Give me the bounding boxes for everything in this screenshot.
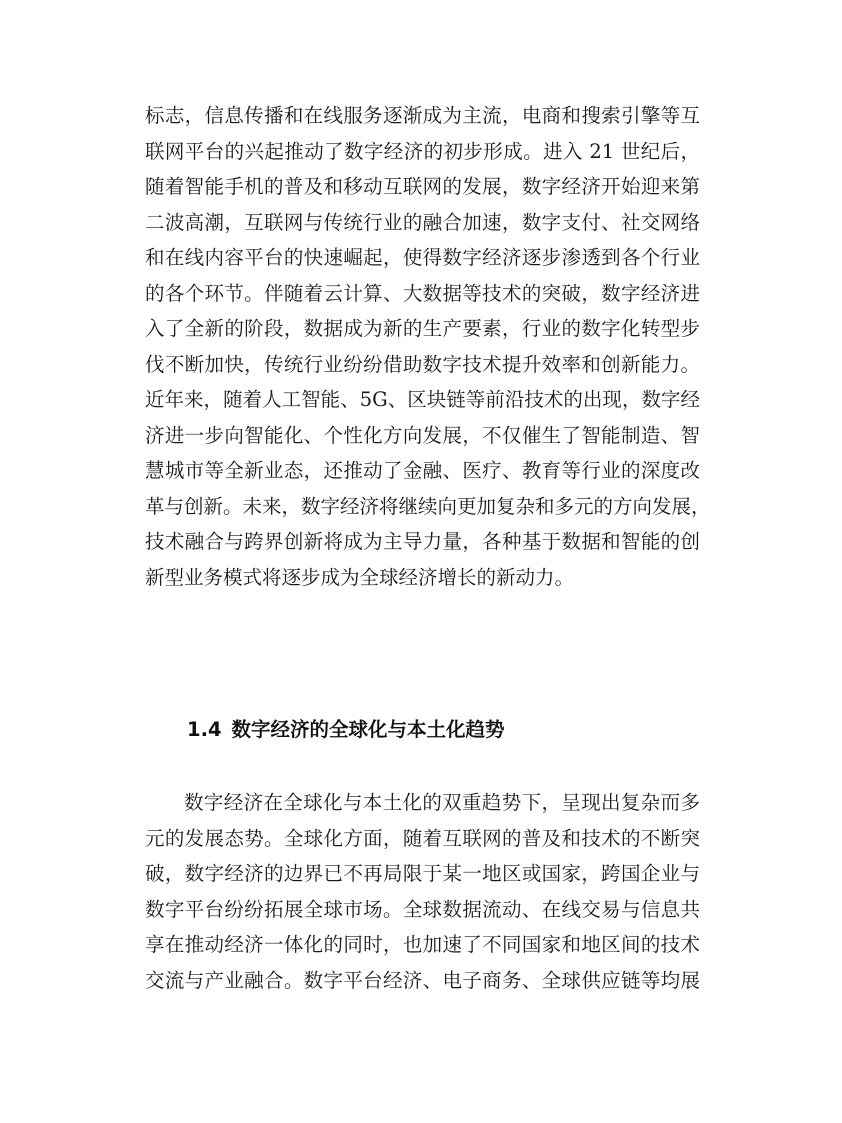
paragraph-line: 随着智能手机的普及和移动互联网的发展，数字经济开始迎来第	[145, 175, 700, 198]
paragraph-line: 入了全新的阶段，数据成为新的生产要素，行业的数字化转型步	[145, 317, 700, 340]
paragraph-line: 破，数字经济的边界已不再局限于某一地区或国家，跨国企业与	[145, 862, 700, 885]
paragraph-line: 联网平台的兴起推动了数字经济的初步形成。进入 21 世纪后，	[145, 139, 700, 163]
paragraph-line: 的各个环节。伴随着云计算、大数据等技术的突破，数字经济进	[145, 281, 700, 305]
body-paragraph-2	[145, 785, 700, 998]
paragraph-line: 伐不断加快，传统行业纷纷借助数字技术提升效率和创新能力。	[145, 352, 700, 376]
paragraph-line: 近年来，随着人工智能、5G、区块链等前沿技术的出现，数字经	[145, 388, 700, 411]
body-paragraph-1	[145, 98, 711, 595]
paragraph-line: 数字平台纷纷拓展全球市场。全球数据流动、在线交易与信息共	[145, 897, 700, 921]
paragraph-line: 技术融合与跨界创新将成为主导力量，各种基于数据和智能的创	[145, 530, 700, 553]
paragraph-line: 标志，信息传播和在线服务逐渐成为主流，电商和搜索引擎等互	[145, 104, 700, 127]
paragraph-line: 革与创新。未来，数字经济将继续向更加复杂和多元的方向发展，	[145, 494, 711, 518]
section-number: 1.4	[187, 718, 222, 741]
paragraph-line: 元的发展态势。全球化方面，随着互联网的普及和技术的不断突	[145, 826, 700, 850]
paragraph-line: 新型业务模式将逐步成为全球经济增长的新动力。	[145, 565, 575, 589]
section-title: 数字经济的全球化与本土化趋势	[231, 718, 505, 741]
paragraph-line: 慧城市等全新业态，还推动了金融、医疗、教育等行业的深度改	[145, 459, 700, 482]
section-heading	[187, 715, 505, 745]
paragraph-line: 二波高潮，互联网与传统行业的融合加速，数字支付、社交网络	[145, 210, 700, 234]
paragraph-line: 和在线内容平台的快速崛起，使得数字经济逐步渗透到各个行业	[145, 246, 700, 269]
paragraph-line: 济进一步向智能化、个性化方向发展，不仅催生了智能制造、智	[145, 423, 700, 447]
paragraph-line: 数字经济在全球化与本土化的双重趋势下，呈现出复杂而多	[184, 791, 700, 814]
paragraph-line: 交流与产业融合。数字平台经济、电子商务、全球供应链等均展	[145, 968, 700, 992]
paragraph-line: 享在推动经济一体化的同时，也加速了不同国家和地区间的技术	[145, 933, 700, 956]
